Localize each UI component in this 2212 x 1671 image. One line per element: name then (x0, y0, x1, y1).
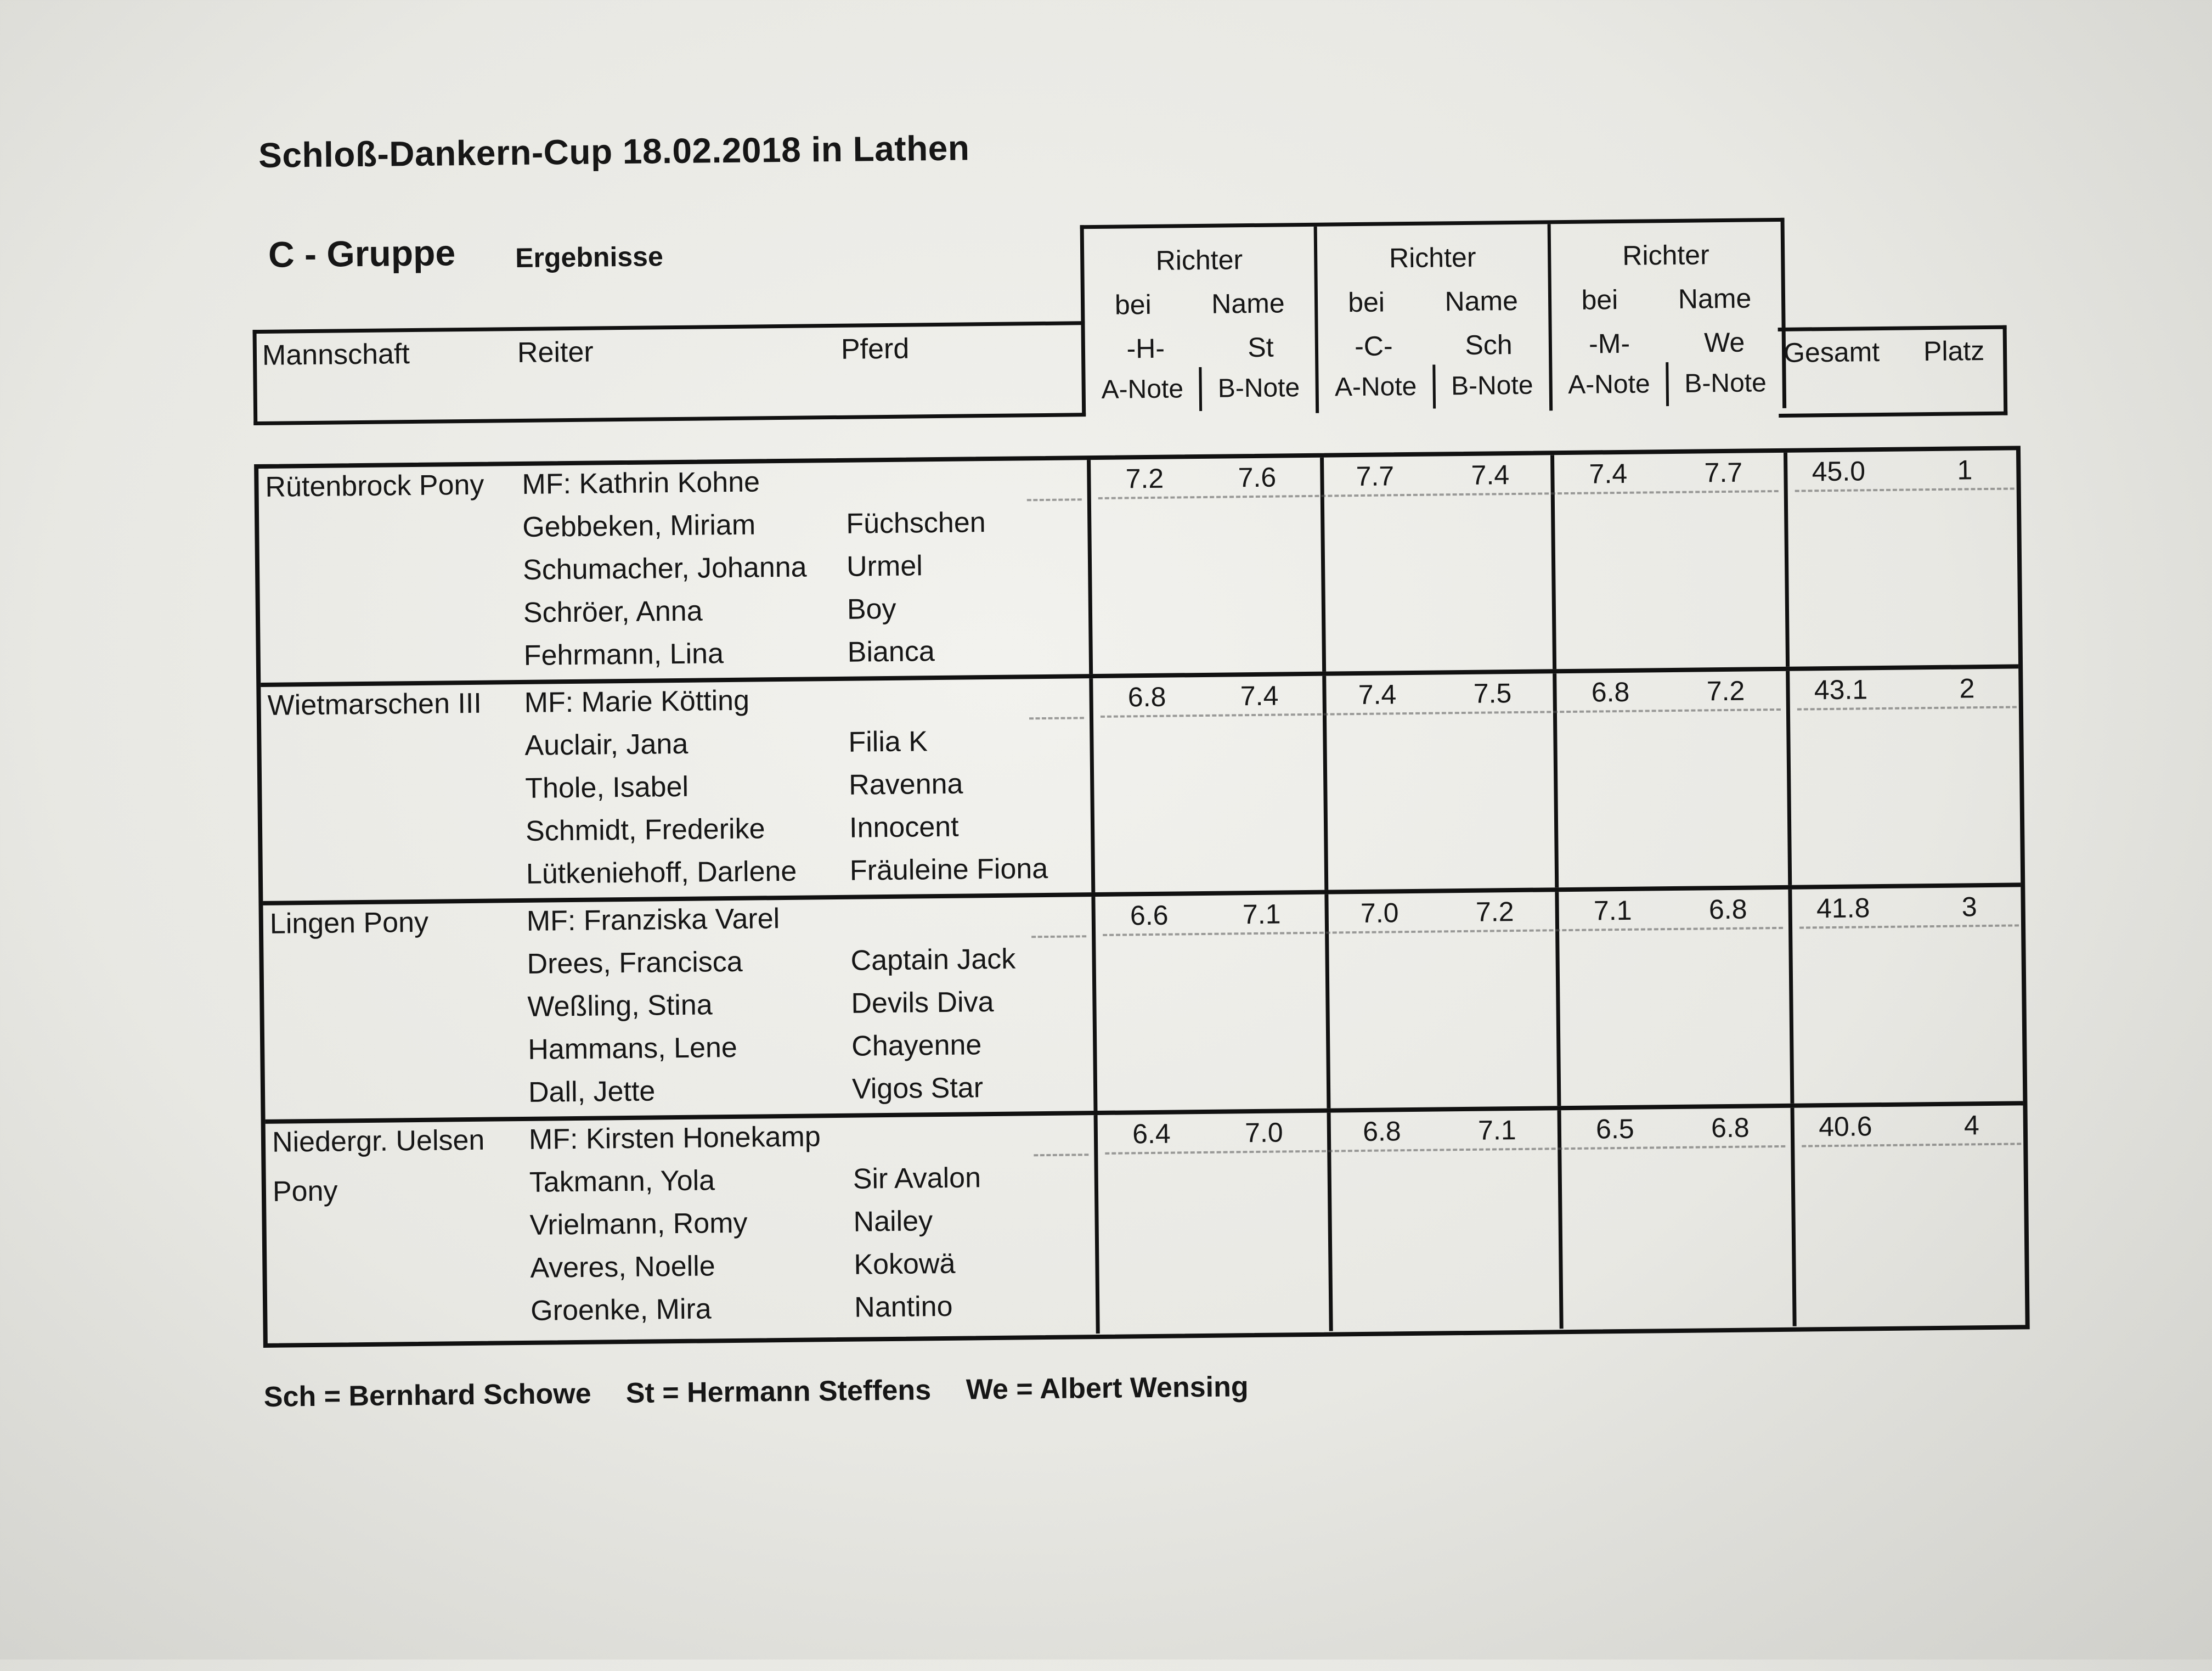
a-note-header: A-Note (1319, 365, 1436, 410)
horse-name: Innocent (849, 811, 959, 844)
judge-score: 7.0 (1244, 1117, 1283, 1149)
judge-score: 7.5 (1473, 678, 1512, 709)
judge-bei-label: bei (1581, 284, 1618, 316)
rider-name: Schmidt, Frederike (525, 813, 765, 847)
horse-name: Captain Jack (850, 943, 1016, 977)
team-leader: MF: Kirsten Honekamp (528, 1121, 821, 1156)
dotted-line (1797, 706, 2017, 710)
header-team: Mannschaft (262, 338, 410, 372)
judge-score: 6.8 (1708, 893, 1747, 925)
horse-name: Füchschen (845, 507, 986, 540)
results-label: Ergebnisse (515, 241, 663, 274)
horse-name: Ravenna (848, 768, 963, 801)
rider-name: Fehrmann, Lina (523, 638, 724, 672)
judge-column-3 (1550, 222, 1782, 410)
rider-name: Hammans, Lene (527, 1031, 738, 1066)
judge-title: Richter (1389, 241, 1476, 274)
a-note-header: A-Note (1552, 362, 1669, 407)
judge-score: 7.4 (1358, 679, 1397, 711)
judge-score: 7.2 (1706, 675, 1745, 707)
judge-score: 7.4 (1240, 680, 1279, 712)
judge-score: 7.4 (1471, 459, 1510, 491)
column-divider (1788, 890, 1794, 1104)
judge-score: 7.2 (1125, 463, 1164, 494)
b-note-header: B-Note (1451, 370, 1533, 401)
header-rider: Reiter (517, 336, 594, 369)
column-divider (1791, 1108, 1797, 1326)
dotted-line (1802, 1143, 2021, 1147)
dotted-line (1027, 498, 1082, 501)
team-name: Pony (272, 1175, 338, 1208)
b-note-header: B-Note (1684, 368, 1767, 398)
team-row (261, 668, 2021, 905)
judge-abbr: St (1248, 331, 1274, 363)
team-name: Lingen Pony (269, 906, 429, 940)
judge-name-label: Name (1444, 285, 1519, 317)
team-name: Niedergr. Uelsen (272, 1124, 485, 1158)
column-divider (1553, 673, 1559, 887)
judge-score: 6.6 (1130, 899, 1169, 931)
team-leader: MF: Marie Kötting (524, 684, 750, 719)
judge-abbr: Sch (1465, 329, 1513, 361)
column-divider (1327, 1113, 1333, 1331)
rider-name: Averes, Noelle (530, 1250, 715, 1284)
dotted-line (1799, 924, 2019, 929)
team-rank: 2 (1959, 673, 1975, 704)
column-divider (1089, 678, 1095, 892)
column-divider (1320, 458, 1326, 672)
rider-name: Schumacher, Johanna (522, 551, 807, 586)
judge-title: Richter (1155, 244, 1243, 276)
dotted-line (1031, 935, 1086, 938)
judge-bei-label: bei (1347, 286, 1385, 318)
column-divider (1322, 676, 1328, 890)
judge-score: 6.8 (1362, 1116, 1401, 1147)
judge-abbr: We (1703, 327, 1745, 358)
judge-score: 7.4 (1589, 458, 1628, 490)
judge-position: -M- (1588, 328, 1630, 359)
header-horse: Pferd (840, 333, 910, 365)
team-name: Wietmarschen III (267, 687, 482, 722)
horse-name: Filia K (848, 725, 928, 758)
team-row (258, 450, 2018, 687)
judge-score: 6.8 (1591, 676, 1630, 708)
column-divider (1094, 1115, 1100, 1334)
dotted-line (1098, 490, 1779, 499)
column-divider (1786, 671, 1792, 885)
horse-name: Vigos Star (851, 1072, 984, 1105)
judge-score: 7.7 (1356, 460, 1395, 492)
column-divider (1324, 894, 1330, 1109)
team-total: 40.6 (1818, 1111, 1872, 1143)
page-title: Schloß-Dankern-Cup 18.02.2018 in Lathen (258, 128, 970, 175)
judge-bei-label: bei (1114, 289, 1152, 320)
judge-score: 6.4 (1132, 1118, 1171, 1150)
rider-name: Gebbeken, Miriam (522, 509, 756, 543)
judge-score: 7.1 (1242, 898, 1281, 930)
judge-title: Richter (1622, 239, 1710, 271)
judge-score: 7.6 (1238, 462, 1277, 493)
horse-name: Fräuleine Fiona (849, 852, 1048, 887)
horse-name: Bianca (847, 635, 935, 668)
legend-sch: Sch = Bernhard Schowe (263, 1377, 591, 1413)
horse-name: Nantino (854, 1290, 953, 1324)
rider-name: Schröer, Anna (523, 595, 703, 629)
column-header-left (253, 321, 1086, 425)
judge-column-2 (1317, 224, 1553, 413)
rider-name: Weßling, Stina (527, 989, 713, 1023)
rider-name: Vrielmann, Romy (529, 1207, 748, 1241)
dotted-line (1029, 717, 1084, 719)
group-heading: C - Gruppe (268, 232, 456, 275)
team-row (266, 1105, 2025, 1342)
header-total: Gesamt (1783, 336, 1880, 368)
rider-name: Dall, Jette (528, 1075, 656, 1109)
rider-name: Drees, Francisca (527, 946, 743, 980)
b-note-header: B-Note (1217, 373, 1300, 403)
team-total: 41.8 (1816, 892, 1870, 924)
column-divider (1091, 897, 1097, 1111)
horse-name: Devils Diva (851, 986, 994, 1020)
judges-header (1080, 218, 1787, 415)
team-rank: 1 (1957, 454, 1973, 486)
dotted-line (1101, 708, 1781, 718)
team-rank: 4 (1963, 1110, 1980, 1141)
column-divider (1087, 460, 1093, 674)
team-leader: MF: Franziska Varel (526, 903, 780, 937)
judge-name-label: Name (1678, 283, 1752, 314)
judge-position: -C- (1354, 330, 1393, 362)
rider-name: Lütkeniehoff, Darlene (526, 855, 797, 890)
judge-score: 6.5 (1595, 1113, 1634, 1145)
team-total: 45.0 (1812, 455, 1866, 487)
judge-score: 7.0 (1360, 897, 1399, 929)
rider-name: Groenke, Mira (530, 1293, 712, 1327)
team-total: 43.1 (1814, 674, 1868, 706)
dotted-line (1105, 1145, 1785, 1155)
header-rank: Platz (1923, 335, 1985, 367)
judge-score: 7.1 (1593, 894, 1632, 926)
column-divider (1555, 892, 1561, 1106)
rider-name: Auclair, Jana (524, 728, 689, 762)
team-leader: MF: Kathrin Kohne (522, 466, 760, 500)
judge-score: 6.8 (1711, 1112, 1750, 1144)
horse-name: Sir Avalon (853, 1162, 981, 1195)
judge-position: -H- (1126, 333, 1165, 364)
legend-st: St = Hermann Steffens (625, 1374, 932, 1410)
legend-we: We = Albert Wensing (966, 1371, 1249, 1406)
judge-score: 7.1 (1477, 1115, 1516, 1146)
team-name: Rütenbrock Pony (265, 469, 484, 503)
column-divider (1784, 453, 1790, 667)
column-header-right (1778, 325, 2008, 418)
rider-name: Thole, Isabel (524, 770, 689, 804)
judge-score: 7.2 (1475, 896, 1514, 927)
column-divider (1550, 455, 1556, 669)
horse-name: Nailey (853, 1205, 933, 1238)
dotted-line (1795, 487, 2015, 492)
horse-name: Boy (847, 593, 896, 626)
results-table (254, 446, 2030, 1348)
column-divider (1558, 1110, 1564, 1329)
horse-name: Kokowä (854, 1247, 956, 1281)
a-note-header: A-Note (1085, 367, 1202, 412)
judge-score: 7.7 (1704, 457, 1743, 488)
team-rank: 3 (1961, 891, 1977, 922)
dotted-line (1034, 1154, 1088, 1156)
horse-name: Urmel (846, 550, 923, 583)
rider-name: Takmann, Yola (529, 1164, 715, 1199)
horse-name: Chayenne (851, 1029, 982, 1062)
team-row (263, 887, 2023, 1124)
judge-name-label: Name (1211, 288, 1285, 319)
judge-score: 6.8 (1127, 681, 1166, 713)
dotted-line (1103, 927, 1783, 936)
judge-column-1 (1084, 227, 1319, 415)
